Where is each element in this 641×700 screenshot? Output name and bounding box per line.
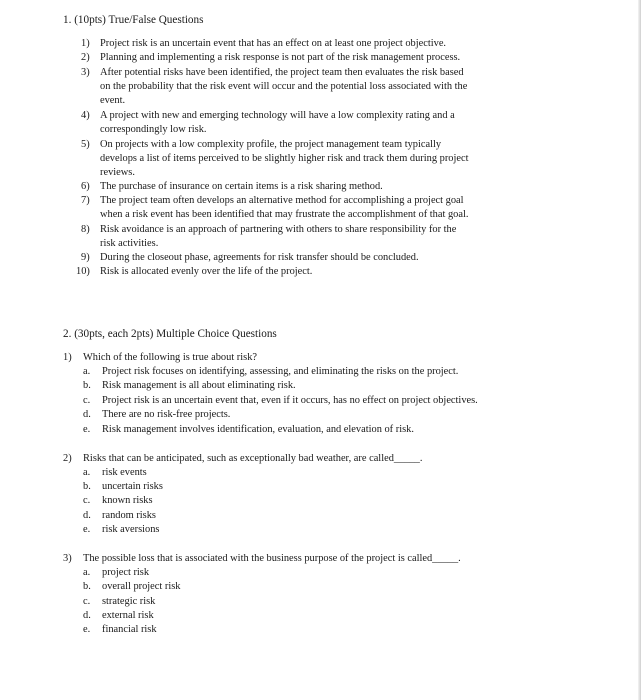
tf-item-text: The project team often develops an alternative method for accomplishing a project goal when a risk event has been identified that may frustrate the accomplishment of that goal. [100, 195, 469, 221]
tf-item-text: Risk is allocated evenly over the life of the project. [100, 266, 313, 277]
tf-item-number: 6) [81, 181, 90, 192]
mc-option-text: financial risk [102, 624, 157, 635]
mc-option-letter: d. [83, 610, 91, 621]
mc-question-number: 2) [63, 453, 72, 464]
mc-option-text: There are no risk-free projects. [102, 409, 231, 420]
tf-item-number: 2) [81, 52, 90, 63]
mc-option-letter: c. [83, 495, 91, 506]
mc-option-letter: e. [83, 524, 91, 535]
tf-item-number: 7) [81, 195, 90, 206]
mc-question-text: Risks that can be anticipated, such as exceptionally bad weather, are called_____. [83, 453, 423, 464]
mc-option-text: known risks [102, 495, 153, 506]
mc-option-text: Project risk is an uncertain event that, even if it occurs, has no effect on project objectives. [102, 395, 478, 406]
mc-option-letter: e. [83, 424, 91, 435]
mc-option-letter: a. [83, 366, 91, 377]
section1-heading: 1. (10pts) True/False Questions [63, 14, 204, 26]
tf-item-number: 3) [81, 67, 90, 78]
mc-option-letter: b. [83, 481, 91, 492]
mc-question-number: 1) [63, 352, 72, 363]
tf-item-number: 8) [81, 224, 90, 235]
mc-option-letter: c. [83, 395, 91, 406]
mc-option-text: risk events [102, 467, 147, 478]
tf-item-text: Planning and implementing a risk response is not part of the risk management process. [100, 52, 461, 63]
mc-option-letter: c. [83, 596, 91, 607]
mc-option-letter: d. [83, 510, 91, 521]
tf-item-number: 10) [76, 266, 90, 277]
tf-item-number: 4) [81, 110, 90, 121]
tf-item-text: Project risk is an uncertain event that has an effect on at least one project objective. [100, 38, 447, 49]
tf-item-text: The purchase of insurance on certain items is a risk sharing method. [100, 181, 383, 192]
mc-option-letter: e. [83, 624, 91, 635]
mc-option-text: Risk management is all about eliminating risk. [102, 380, 296, 391]
section2-heading: 2. (30pts, each 2pts) Multiple Choice Questions [63, 328, 277, 340]
mc-option-text: random risks [102, 510, 156, 521]
mc-option-text: overall project risk [102, 581, 181, 592]
mc-option-letter: b. [83, 380, 91, 391]
tf-item-number: 5) [81, 139, 90, 150]
tf-item-text: A project with new and emerging technology will have a low complexity rating and a correspondingly low risk. [100, 110, 455, 136]
mc-question-text: Which of the following is true about risk? [83, 352, 258, 363]
mc-option-text: project risk [102, 567, 150, 578]
mc-option-text: Risk management involves identification, evaluation, and elevation of risk. [102, 424, 414, 435]
mc-option-letter: d. [83, 409, 91, 420]
tf-item-text: After potential risks have been identified, the project team then evaluates the risk based on the probability that the risk event will occur and the potential loss associated with the event. [100, 67, 468, 107]
tf-item-text: During the closeout phase, agreements for risk transfer should be concluded. [100, 252, 419, 263]
mc-option-text: strategic risk [102, 596, 156, 607]
mc-question-number: 3) [63, 553, 72, 564]
tf-item-text: On projects with a low complexity profile, the project management team typically develops a list of items perceived to be slightly higher risk and track them during project reviews. [100, 139, 469, 179]
mc-option-text: external risk [102, 610, 154, 621]
mc-option-letter: a. [83, 467, 91, 478]
mc-question-text: The possible loss that is associated with the business purpose of the project is called_____. [83, 553, 461, 564]
mc-option-text: uncertain risks [102, 481, 163, 492]
tf-item-number: 1) [81, 38, 90, 49]
tf-item-text: Risk avoidance is an approach of partnering with others to share responsibility for the risk activities. [100, 224, 457, 250]
mc-option-text: Project risk focuses on identifying, assessing, and eliminating the risks on the project. [102, 366, 459, 377]
tf-item-number: 9) [81, 252, 90, 263]
mc-option-letter: a. [83, 567, 91, 578]
mc-option-letter: b. [83, 581, 91, 592]
mc-option-text: risk aversions [102, 524, 160, 535]
